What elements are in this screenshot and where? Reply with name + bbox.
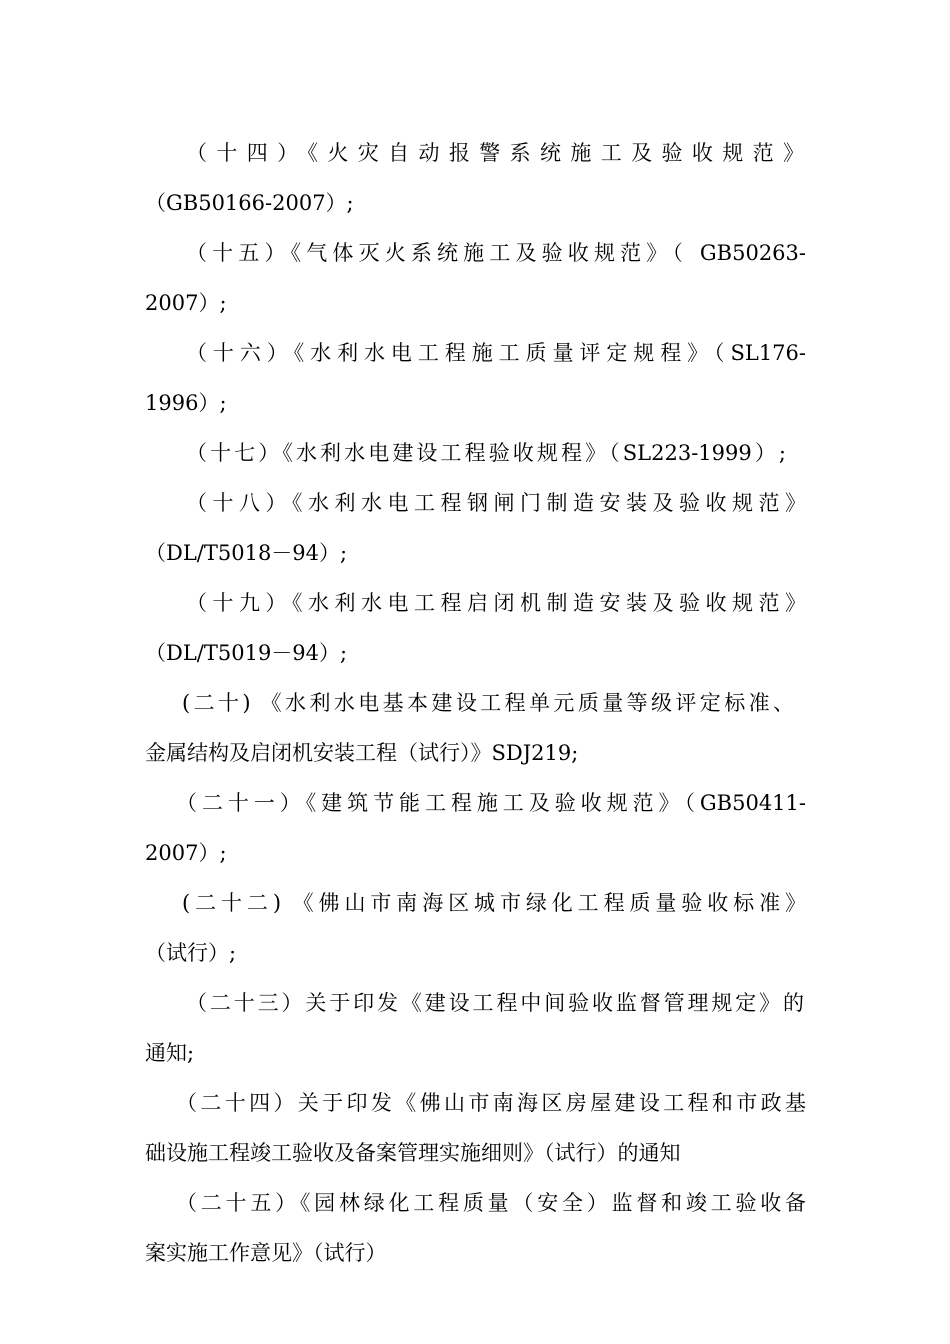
text-line: （十九）《水利水电工程启闭机制造安装及验收规范》 [186,591,806,615]
text-line: 2007）; [145,291,227,315]
text-line: 1996）; [145,391,227,415]
text-line: （试行）; [145,941,237,965]
text-line: 2007）; [145,841,227,865]
text-line: （十六）《水利水电工程施工质量评定规程》（SL176- [186,341,806,365]
text-line: （DL/T5019－94）; [145,641,348,665]
text-line: （十五）《气体灭火系统施工及验收规范》（ GB50263- [186,241,806,265]
text-line: （GB50166-2007）; [145,191,354,215]
text-line: （二十五）《园林绿化工程质量（安全）监督和竣工验收备 [176,1191,806,1215]
text-line: （十七）《水利水电建设工程验收规程》（SL223-1999）; [186,441,786,465]
text-line: (二十二) 《佛山市南海区城市绿化工程质量验收标准》 [182,891,806,915]
text-line: （二十四）关于印发《佛山市南海区房屋建设工程和市政基 [176,1091,806,1115]
text-line: 案实施工作意见》（试行） [145,1241,387,1265]
text-line: (二十) 《水利水电基本建设工程单元质量等级评定标准、 [182,691,794,715]
text-line: 础设施工程竣工验收及备案管理实施细则》（试行）的通知 [145,1141,681,1165]
text-line: （十四）《火灾自动报警系统施工及验收规范》 [186,141,806,165]
text-line: 金属结构及启闭机安装工程（试行）》SDJ219; [145,741,579,765]
text-line: 通知; [145,1041,195,1065]
text-line: （DL/T5018－94）; [145,541,348,565]
text-line: （二十一）《建筑节能工程施工及验收规范》（GB50411- [176,791,806,815]
text-line: （二十三）关于印发《建设工程中间验收监督管理规定》的 [186,991,804,1015]
text-line: （十八）《水利水电工程钢闸门制造安装及验收规范》 [186,491,806,515]
